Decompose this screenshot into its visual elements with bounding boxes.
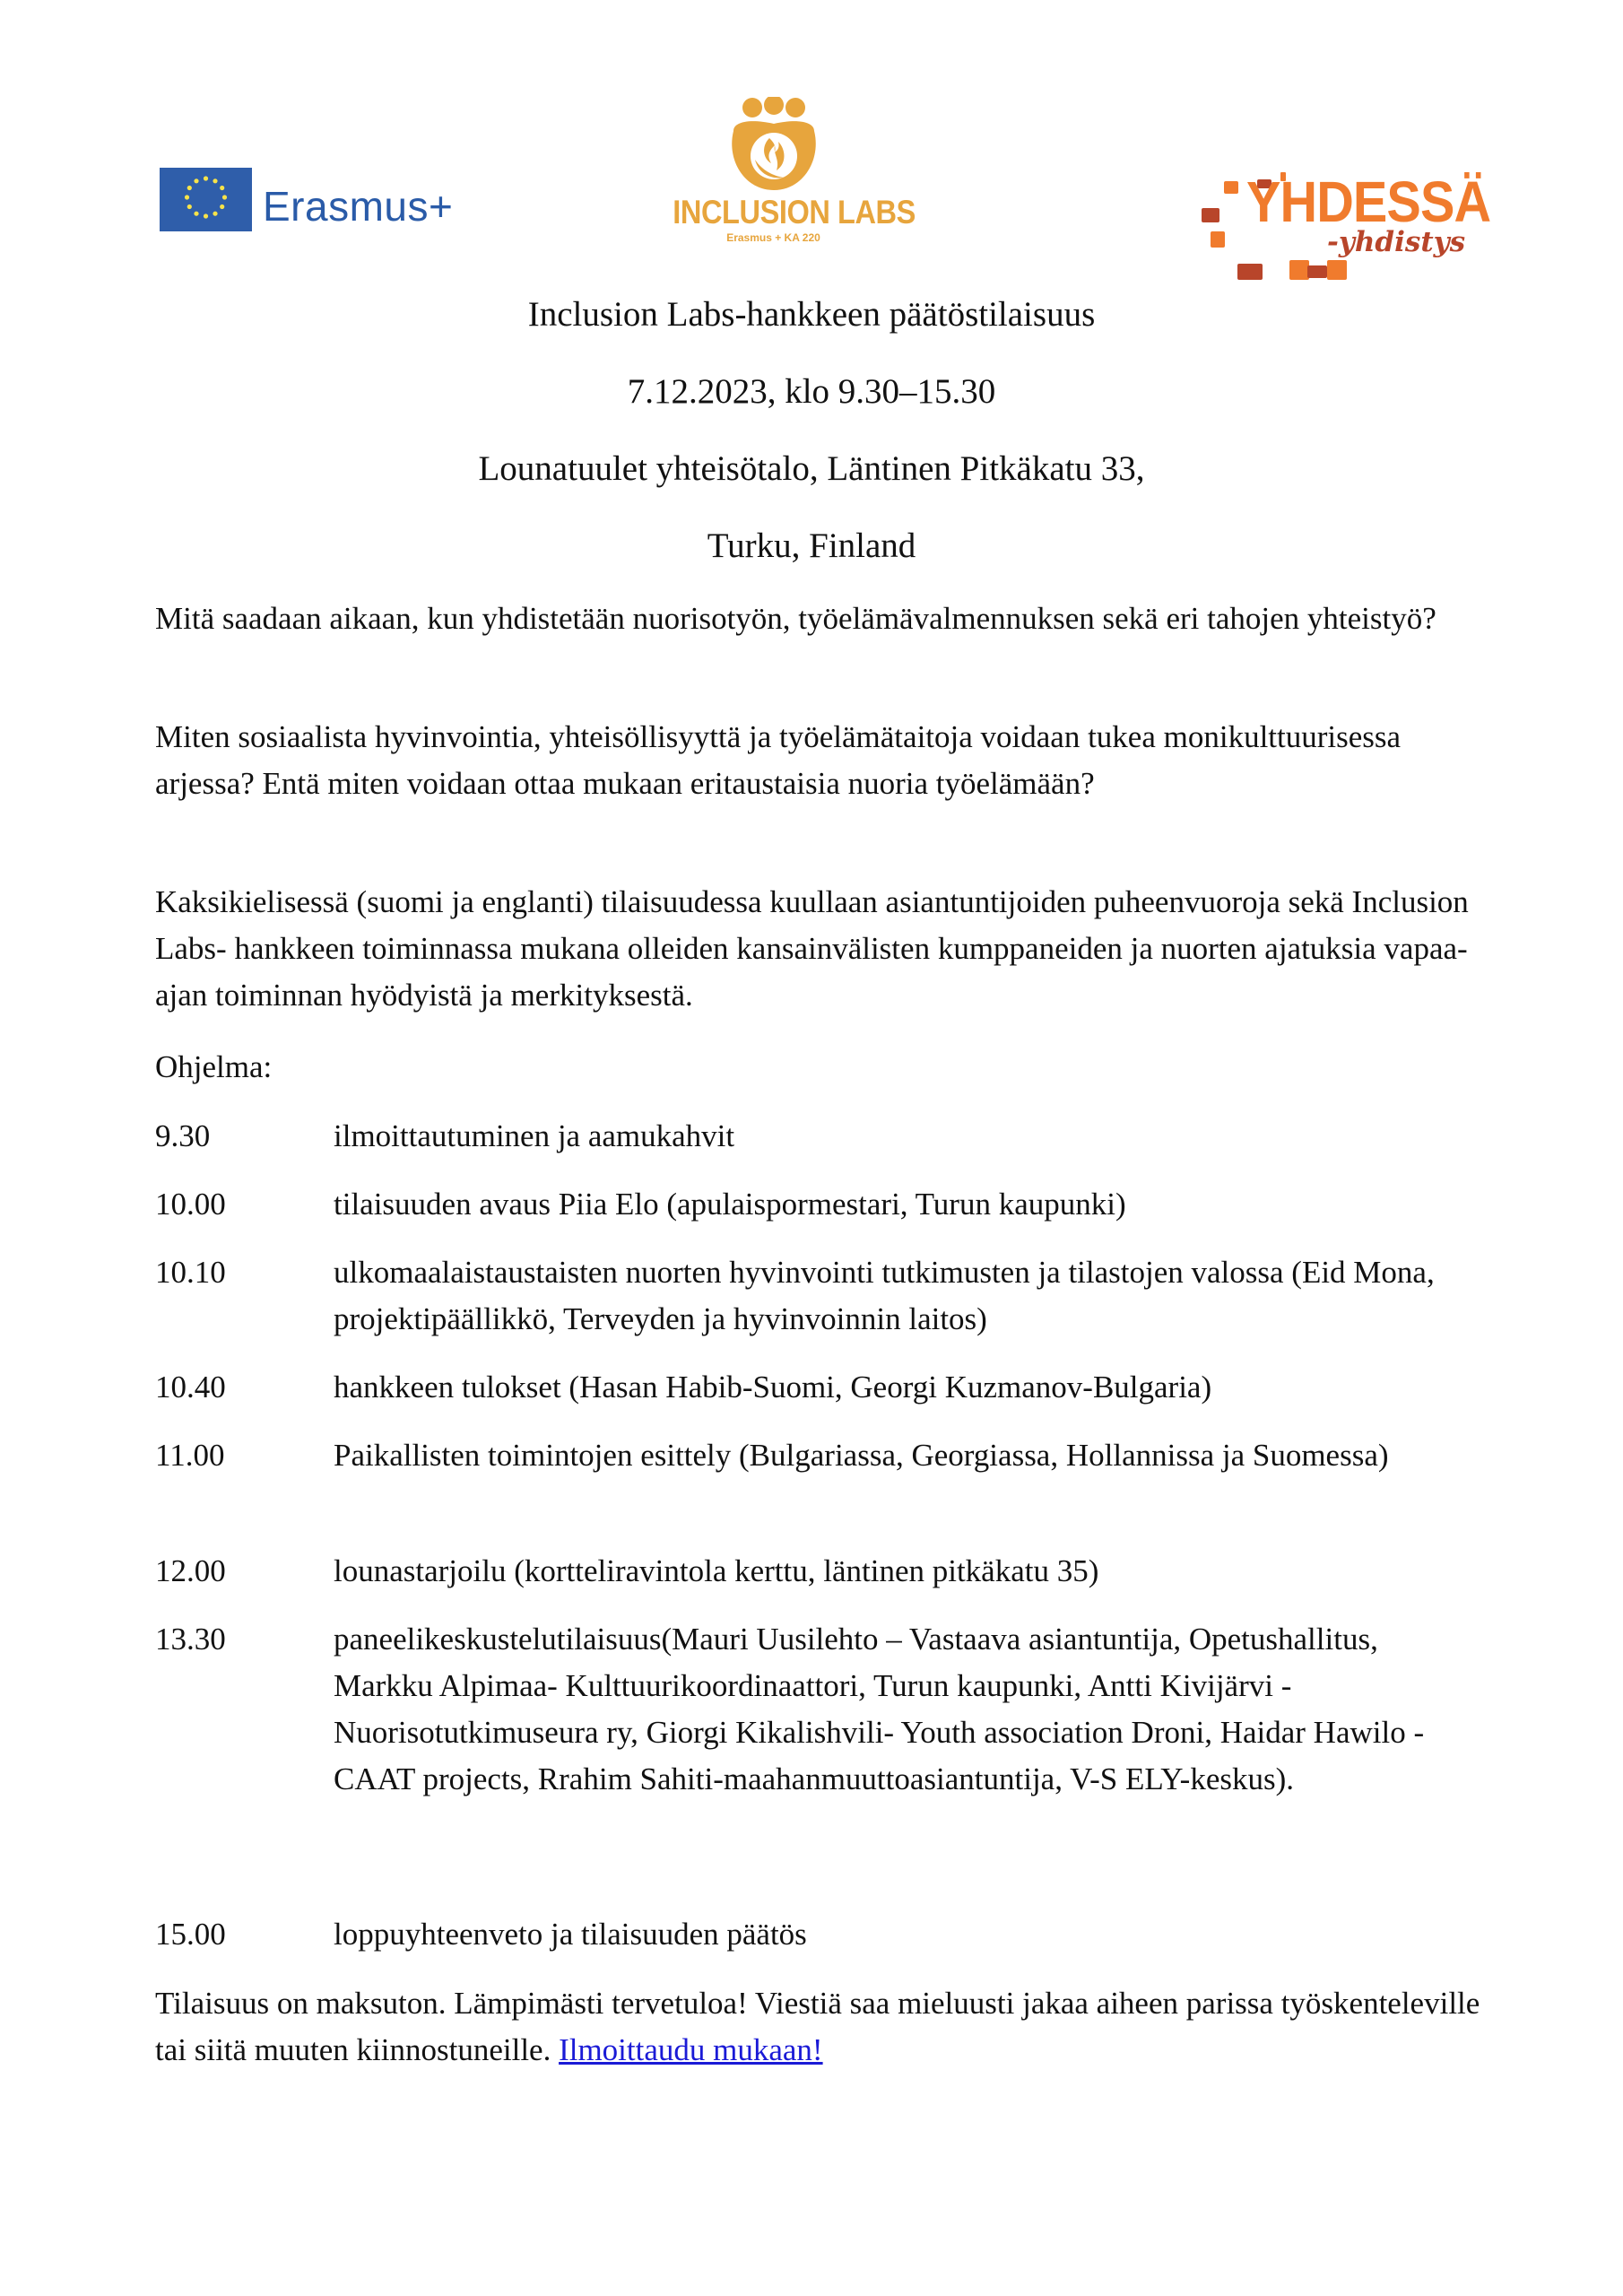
- program-description: ilmoittautuminen ja aamukahvit: [334, 1118, 735, 1153]
- inclusion-labs-title: INCLUSION LABS: [673, 194, 916, 230]
- program-time: 11.00: [155, 1438, 225, 1473]
- program-item: [155, 1548, 1482, 1595]
- program-item: [155, 1432, 1482, 1479]
- event-city: Turku, Finland: [707, 526, 916, 565]
- program-heading: [155, 1044, 1482, 1091]
- program-description: tilaisuuden avaus Piia Elo (apulaispormestari, Turun kaupunki): [334, 1187, 1126, 1222]
- program-description: paneelikeskustelutilaisuus(Mauri Uusilehto – Vastaava asiantuntija, Opetushallitus, Markku Alpimaa- Kulttuurikoordinaattori, Turun kaupunki, Antti Kivijärvi -Nuorisotutkimuseura ry, Giorgi Kikalishvili- Youth association Droni, Haidar Hawilo - CAAT projects, Rrahim Sahiti-maahanmuuttoasiantuntija, V-S ELY-keskus).: [334, 1622, 1425, 1796]
- event-date-time: 7.12.2023, klo 9.30–15.30: [627, 372, 996, 411]
- intro-paragraph-3: [155, 879, 1482, 1019]
- program-time: 10.00: [155, 1187, 226, 1222]
- program-item: [155, 1616, 1482, 1803]
- yhdessa-title: YHDESSÄ: [1246, 170, 1491, 234]
- intro-text-2: Miten sosiaalista hyvinvointia, yhteisöllisyyttä ja työelämätaitoja voidaan tukea monikulttuurisessa arjessa? Entä miten voidaan ottaa mukaan eritaustaisia nuoria työelämään?: [155, 719, 1402, 801]
- program-time: 12.00: [155, 1553, 226, 1588]
- inclusion-labs-mark-icon: [725, 97, 823, 194]
- program-time: 13.30: [155, 1622, 226, 1657]
- erasmus-plus-logo: [160, 168, 453, 231]
- program-item: [155, 1911, 1482, 1958]
- intro-paragraph-1: [155, 596, 1482, 642]
- footer-text: Tilaisuus on maksuton. Lämpimästi tervetuloa! Viestiä saa mieluusti jakaa aiheen parissa työskenteleville tai siitä muuten kiinnostuneille.: [155, 1986, 1480, 2067]
- program-time: 10.10: [155, 1255, 226, 1290]
- yhdessa-yhdistys-logo: [1184, 152, 1491, 287]
- program-time: 15.00: [155, 1917, 226, 1952]
- program-item: [155, 1364, 1482, 1411]
- program-description: ulkomaalaistaustaisten nuorten hyvinvointi tutkimusten ja tilastojen valossa (Eid Mona, projektipäällikkö, Terveyden ja hyvinvoinnin laitos): [334, 1255, 1435, 1336]
- program-time: 9.30: [155, 1118, 211, 1153]
- program-description: lounastarjoilu (kortteliravintola kerttu, läntinen pitkäkatu 35): [334, 1553, 1099, 1588]
- program-description: loppuyhteenveto ja tilaisuuden päätös: [334, 1917, 807, 1952]
- event-title: Inclusion Labs-hankkeen päätöstilaisuus: [527, 295, 1096, 334]
- program-heading-text: Ohjelma:: [155, 1049, 273, 1084]
- event-venue: Lounatuulet yhteisötalo, Läntinen Pitkäkatu 33,: [478, 449, 1145, 488]
- intro-text-1: Mitä saadaan aikaan, kun yhdistetään nuorisotyön, työelämävalmennuksen sekä eri tahojen yhteistyö?: [155, 601, 1436, 636]
- eu-flag-icon: [160, 168, 252, 231]
- yhdessa-subtitle: -yhdistys: [1327, 226, 1466, 258]
- register-link[interactable]: Ilmoittaudu mukaan!: [559, 2032, 823, 2067]
- intro-text-3: Kaksikielisessä (suomi ja englanti) tilaisuudessa kuullaan asiantuntijoiden puheenvuoroja sekä Inclusion Labs- hankkeen toiminnassa mukana olleiden kansainvälisten kumppaneiden ja nuorten ajatuksia vapaa-ajan toiminnan hyödyistä ja merkityksestä.: [155, 884, 1469, 1013]
- footer-paragraph: [155, 1980, 1482, 2074]
- program-description: Paikallisten toimintojen esittely (Bulgariassa, Georgiassa, Hollannissa ja Suomessa): [334, 1438, 1389, 1473]
- inclusion-labs-subtitle: Erasmus + KA 220: [726, 231, 820, 244]
- inclusion-labs-logo: [659, 97, 916, 244]
- program-item: [155, 1181, 1482, 1228]
- program-description: hankkeen tulokset (Hasan Habib-Suomi, Georgi Kuzmanov-Bulgaria): [334, 1370, 1212, 1405]
- program-time: 10.40: [155, 1370, 226, 1405]
- program-item: [155, 1249, 1482, 1343]
- erasmus-logo-text: Erasmus+: [263, 182, 454, 230]
- intro-paragraph-2: [155, 714, 1482, 807]
- program-item: [155, 1113, 1482, 1160]
